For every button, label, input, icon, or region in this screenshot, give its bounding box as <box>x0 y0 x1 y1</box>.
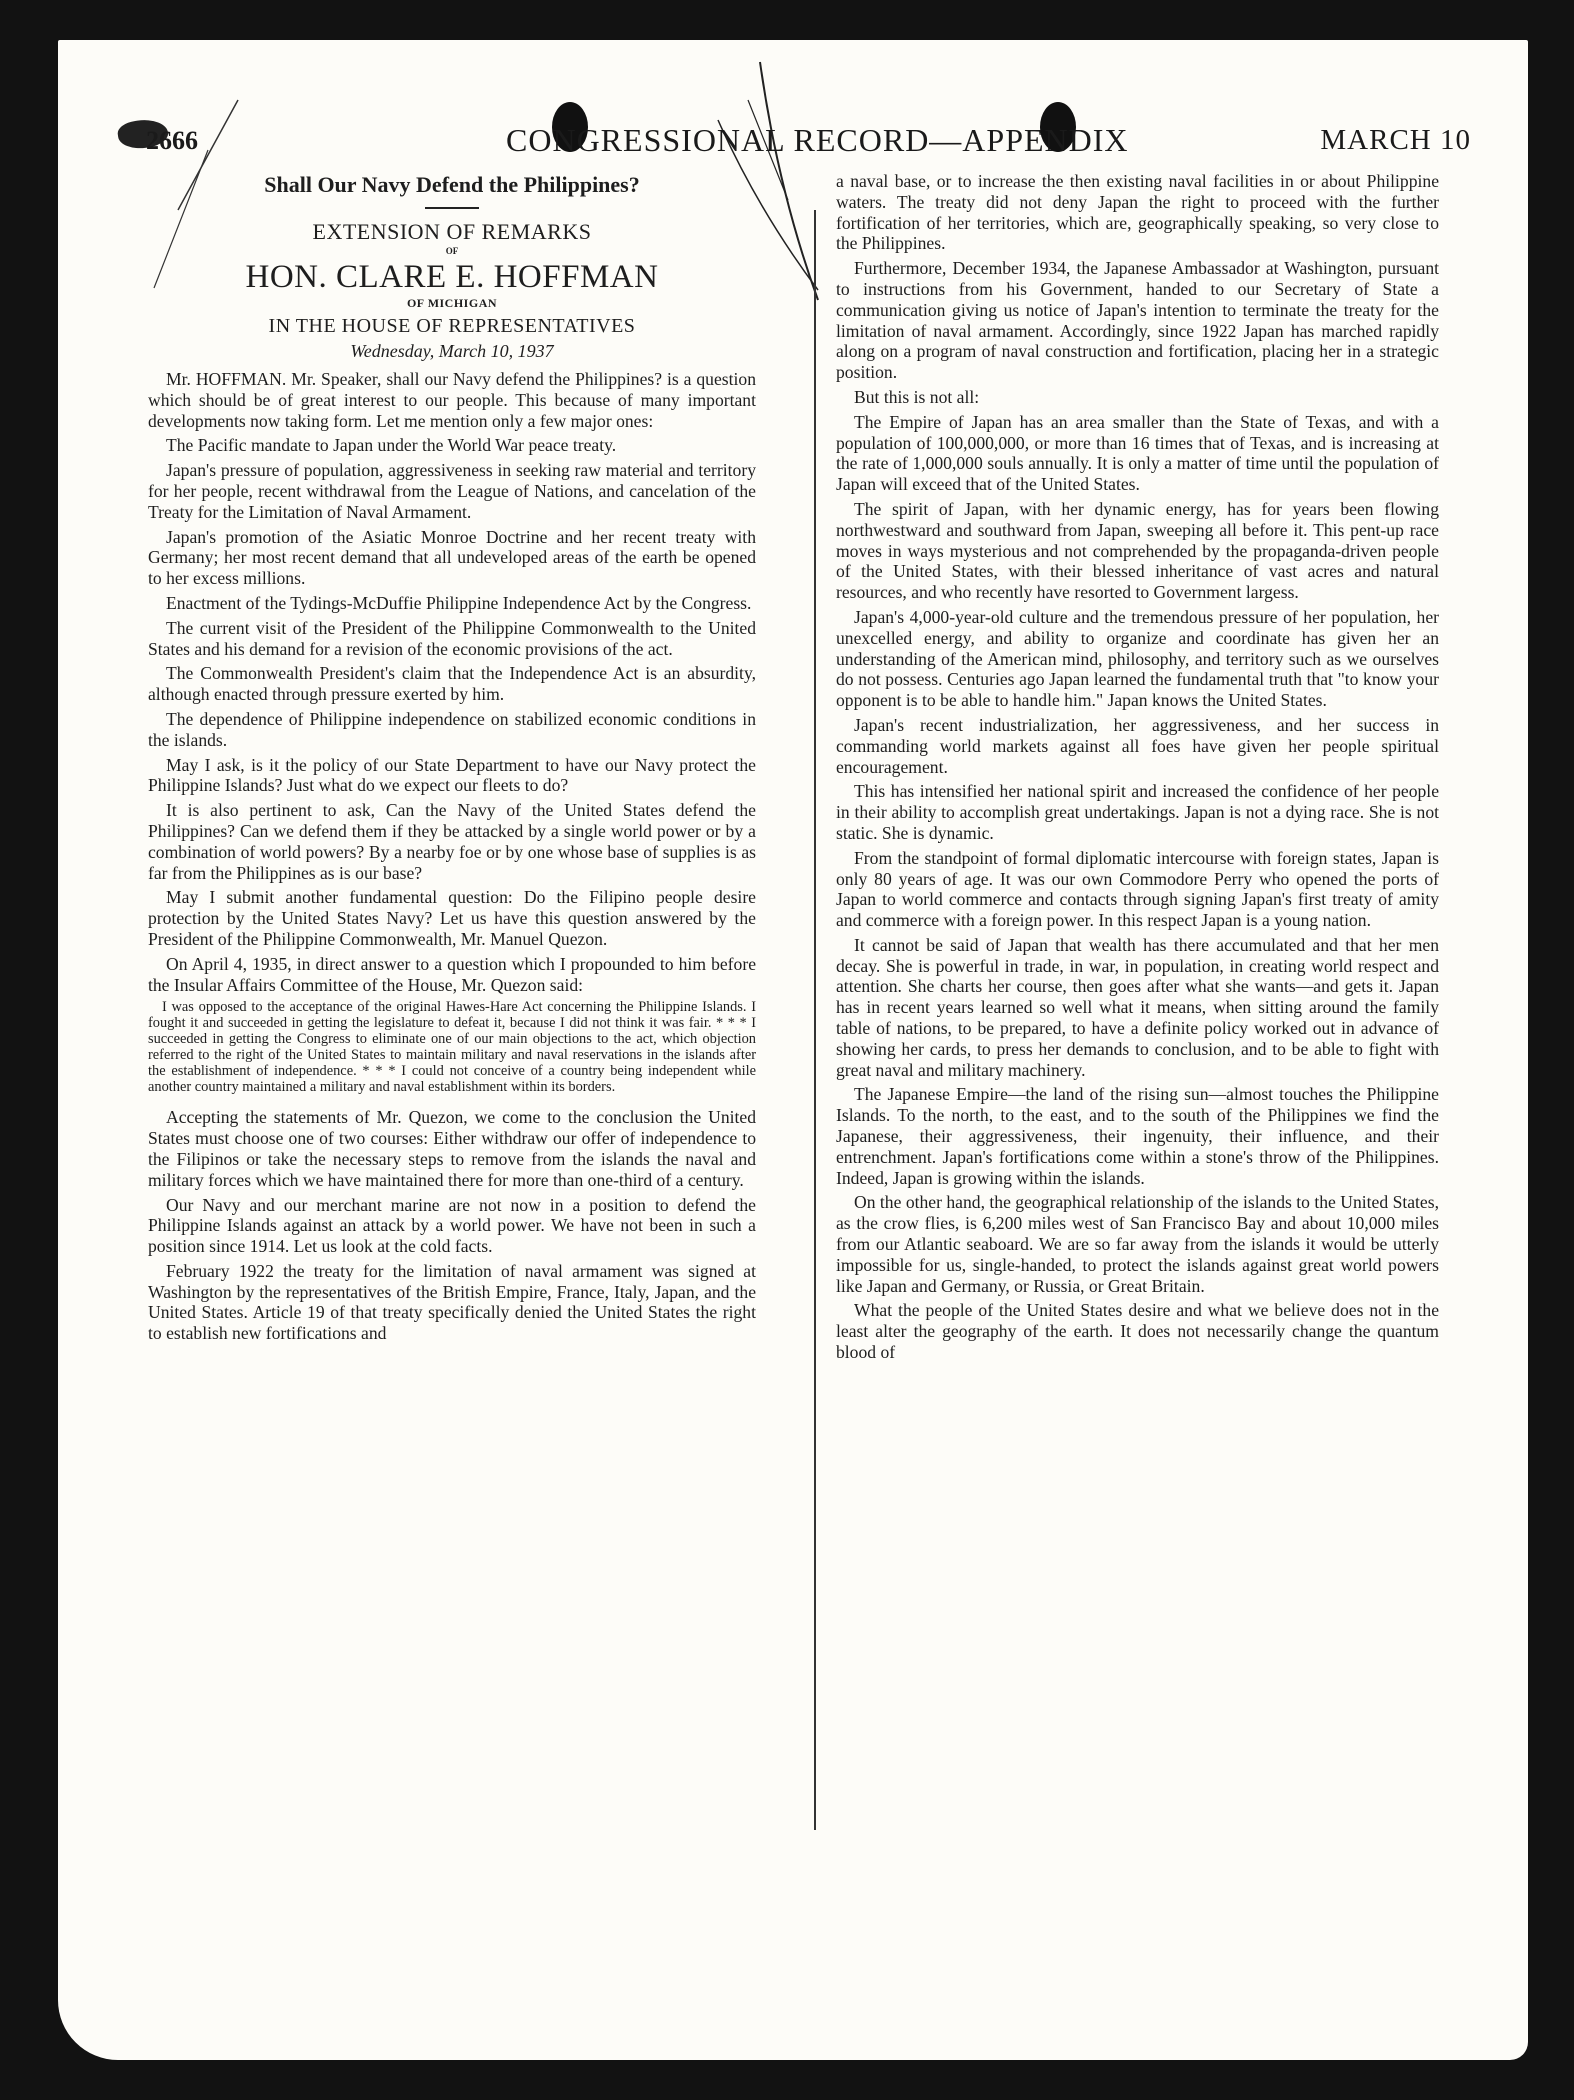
article-title: Shall Our Navy Defend the Philippines? <box>264 172 640 197</box>
paragraph: Japan's promotion of the Asiatic Monroe Doctrine and her recent treaty with Germany; her most recent demand that all undeveloped areas of the earth be opened to her excess millions. <box>148 526 756 589</box>
column-divider <box>814 210 816 1830</box>
left-column <box>148 171 756 1348</box>
paragraph: February 1922 the treaty for the limitation of naval armament was signed at Washington by the representatives of the British Empire, France, Italy, Japan, and the United States. Article 19 of that treaty specifically denied the United States the right to establish new fortifications and <box>148 1260 756 1344</box>
block-quote: I was opposed to the acceptance of the original Hawes-Hare Act concerning the Philippine Islands. I fought it and succeeded in getting the legislature to defeat it, because I did not think it was fair. * * * I succeeded in getting the Congress to eliminate one of our main objections to the act, which objection referred to the right of the United States to maintain military and naval reservations in the islands after the establishment of independence. * * * I could not conceive of a country being independent while another country maintained a military and naval establishment within its borders. <box>148 999 756 1096</box>
paragraph: It is also pertinent to ask, Can the Navy of the United States defend the Philippines? Can we defend them if they be attacked by a single world power or by a combination of world powers? By a nearby foe or by one whose base of supplies is as far from the Philippines as is our base? <box>148 800 756 883</box>
document-page <box>58 40 1528 2060</box>
extension-label: EXTENSION OF REMARKS <box>312 219 592 244</box>
paragraph: Furthermore, December 1934, the Japanese Ambassador at Washington, pursuant to instructions from his Government, handed to our Secretary of State a communication giving us notice of Japan's intention to terminate the treaty for the limitation of naval armament. Accordingly, since 1922 Japan has marched rapidly along on a program of naval construction and fortification, placing her in a strategic position. <box>836 258 1439 383</box>
paragraph: This has intensified her national spirit and increased the confidence of her people in their ability to accomplish great undertakings. Japan is not a dying race. She is not static. She is dynamic. <box>836 781 1439 843</box>
paragraph: May I ask, is it the policy of our State Department to have our Navy protect the Philippine Islands? Just what do we expect our fleets to do? <box>148 754 756 796</box>
paragraph: a naval base, or to increase the then existing naval facilities in or about Philippine waters. The treaty did not deny Japan the right to proceed with the further fortification of her territories, which are, geographically speaking, so very close to the Philippines. <box>836 171 1439 254</box>
paragraph: Enactment of the Tydings-McDuffie Philippine Independence Act by the Congress. <box>166 592 752 613</box>
paragraph: It cannot be said of Japan that wealth has there accumulated and that her men decay. She is powerful in trade, in war, in population, in creating world respect and attention. She charts her course, then goes after what she wants—and gets it. Japan has in recent years learned so well what it means, when sitting around the family table of nations, to be prepared, to have a definite policy worked out in advance of showing her cards, to press her demands to conclusion, and to be able to fight with great naval and military machinery. <box>836 934 1439 1080</box>
paragraph: Mr. HOFFMAN. Mr. Speaker, shall our Navy defend the Philippines? is a question which should be of great interest to our people. This because of many important developments now taking form. Let me mention only a few major ones: <box>148 369 756 431</box>
header-date: MARCH 10 <box>1320 124 1471 156</box>
paragraph: Japan's recent industrialization, her aggressiveness, and her success in commanding world markets against all foes have given her people spiritual encouragement. <box>836 714 1439 777</box>
title-rule <box>425 207 479 209</box>
paragraph: The spirit of Japan, with her dynamic energy, has for years been flowing northwestward and southward from Japan, sweeping all before it. This pent-up race moves in ways mysterious and not comprehended by the propaganda-driven people of the United States, with their blessed inheritance of vast acres and natural resources, and who recently have resorted to Government largess. <box>836 498 1439 603</box>
page-number: 2666 <box>146 126 198 155</box>
paragraph: The Empire of Japan has an area smaller than the State of Texas, and with a population of 100,000,000, or more than 16 times that of Texas, and is increasing at the rate of 1,000,000 souls annually. It is only a matter of time until the population of Japan will exceed that of the United States. <box>836 411 1439 495</box>
paragraph: May I submit another fundamental question: Do the Filipino people desire protection by the United States Navy? Let us have this question answered by the President of the Philippine Commonwealth, Mr. Manuel Quezon. <box>148 887 756 949</box>
paragraph: On April 4, 1935, in direct answer to a question which I propounded to him before the Insular Affairs Committee of the House, Mr. Quezon said: <box>148 953 756 995</box>
house-label: IN THE HOUSE OF REPRESENTATIVES <box>268 315 636 337</box>
paragraph: The Japanese Empire—the land of the rising sun—almost touches the Philippine Islands. To the north, to the east, and to the south of the Philippines we find the Japanese, their aggressiveness, their ingenuity, their influence, and their entrenchment. Japan's fortifications come within a stone's throw of the Philippines. Indeed, Japan is growing within the islands. <box>836 1084 1439 1188</box>
paragraph: The Commonwealth President's claim that the Independence Act is an absurdity, although enacted through pressure exerted by him. <box>148 663 756 705</box>
paragraph: On the other hand, the geographical relationship of the islands to the United States, as the crow flies, is 6,200 miles west of San Francisco Bay and about 10,000 miles from our Atlantic seaboard. We are so far away from the islands it would be utterly impossible for us, single-handed, to protect the islands against great world powers like Japan and Germany, or Russia, or Great Britain. <box>836 1192 1439 1296</box>
of-label: OF <box>445 246 459 256</box>
paragraph: What the people of the United States desire and what we believe does not in the least alter the geography of the earth. It does not necessarily change the quantum blood of <box>836 1300 1439 1363</box>
paragraph: Our Navy and our merchant marine are not now in a position to defend the Philippine Islands against an attack by a world power. We have not been in such a position since 1914. Let us look at the cold facts. <box>148 1194 756 1257</box>
speaker-name: HON. CLARE E. HOFFMAN <box>245 259 659 295</box>
paragraph: Japan's pressure of population, aggressiveness in seeking raw material and territory for her people, recent withdrawal from the League of Nations, and cancelation of the Treaty for the Limitation of Naval Armament. <box>148 460 756 522</box>
paragraph: Japan's 4,000-year-old culture and the tremendous pressure of her population, her unexcelled energy, and ability to organize and coordinate has given her an understanding of the American mind, philosophy, and territory such as we ourselves do not possess. Centuries ago Japan learned the fundamental truth that "to know your opponent is to be able to handle him." Japan knows the United States. <box>836 606 1439 711</box>
dateline: Wednesday, March 10, 1937 <box>350 341 554 361</box>
speaker-state: OF MICHIGAN <box>406 296 498 310</box>
right-column <box>836 171 1439 1367</box>
paragraph: The dependence of Philippine independence on stabilized economic conditions in the islands. <box>148 708 756 750</box>
paragraph: The Pacific mandate to Japan under the World War peace treaty. <box>166 435 617 456</box>
paragraph: The current visit of the President of the Philippine Commonwealth to the United States and his demand for a revision of the economic provisions of the act. <box>148 617 756 659</box>
paragraph: From the standpoint of formal diplomatic intercourse with foreign states, Japan is only 80 years of age. It was our own Commodore Perry who opened the ports of Japan to world commerce and contacts through signing Japan's first treaty of amity and commerce with a foreign power. In this respect Japan is a young nation. <box>836 847 1439 931</box>
running-title: CONGRESSIONAL RECORD—APPENDIX <box>506 122 1129 158</box>
page-header <box>146 122 1471 166</box>
paragraph: But this is not all: <box>854 386 980 407</box>
paragraph: Accepting the statements of Mr. Quezon, we come to the conclusion the United States must choose one of two courses: Either withdraw our offer of independence to the Filipinos or take the necessary steps to remove from the islands the naval and military forces which we have maintained there for more than one-third of a century. <box>148 1107 756 1190</box>
